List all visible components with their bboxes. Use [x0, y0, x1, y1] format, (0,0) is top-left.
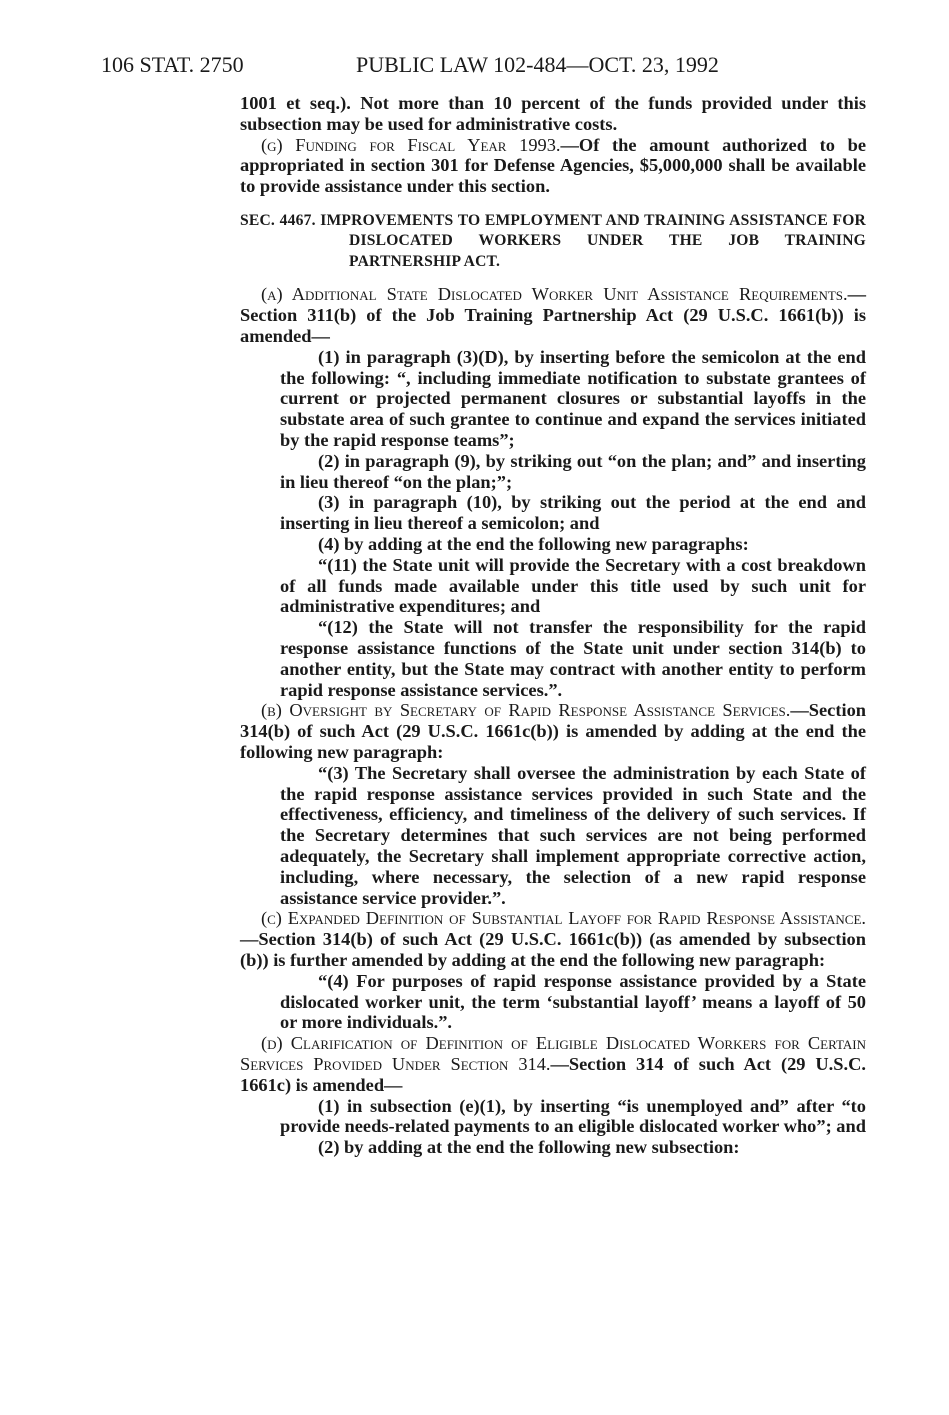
subsection-text: —Section 311(b) of the Job Training Partnership Act (29 U.S.C. 1661(b)) is amended—	[240, 284, 866, 347]
subsection-text: —Section 314 of such Act (29 U.S.C. 1661c) is amended—	[240, 1053, 866, 1095]
section-heading: SEC. 4467. IMPROVEMENTS TO EMPLOYMENT AND TRAINING ASSISTANCE FOR DISLOCATED WORKERS UNDER THE JOB TRAINING PARTNERSHIP ACT.	[240, 211, 866, 270]
law-text	[240, 93, 866, 1158]
subsection-g	[240, 135, 866, 197]
paragraph: 1001 et seq.). Not more than 10 percent of the funds provided under this subsection may be used for administrative costs.	[240, 93, 866, 134]
subsection-text: —Of the amount authorized to be appropriated in section 301 for Defense Agencies, $5,000,000 shall be available to provide assistance under this section.	[240, 134, 866, 197]
amendment-item: (1) in paragraph (3)(D), by inserting before the semicolon at the end the following: “, including immediate notification to substate grantees of current or projected permanent closures or substantial layoffs in the substate area of such grantee to continue and expand the services initiated by the rapid response teams”;	[280, 346, 866, 451]
subsection-caption: (g) Funding for Fiscal Year 1993.	[261, 134, 561, 155]
subsection-a	[240, 284, 866, 346]
quoted-paragraph: “(4) For purposes of rapid response assistance provided by a State dislocated worker unit, the term ‘substantial layoff’ means a layoff of 50 or more individuals.”.	[280, 970, 866, 1033]
amendment-item: (2) by adding at the end the following new subsection:	[318, 1137, 740, 1158]
subsection-caption: (a) Additional State Dislocated Worker Unit Assistance Requirements.	[261, 284, 848, 305]
public-law-citation: PUBLIC LAW 102-484—OCT. 23, 1992	[356, 52, 719, 77]
amendment-item: (2) in paragraph (9), by striking out “on the plan; and” and inserting in lieu thereof “on the plan;”;	[280, 450, 866, 492]
quoted-paragraph: “(12) the State will not transfer the responsibility for the rapid response assistance functions of the State unit under section 314(b) to another entity, but the State may contract with another entity to perform rapid response assistance services.”.	[280, 617, 866, 700]
subsection-caption: (d) Clarification of Definition of Eligible Dislocated Workers for Certain Services Provided Under Section 314.	[240, 1033, 866, 1074]
amendment-item: (4) by adding at the end the following new paragraphs:	[318, 534, 749, 555]
quoted-paragraph: “(3) The Secretary shall oversee the administration by each State of the rapid response assistance services provided in such State and the effectiveness, efficiency, and timeliness of the delivery of such services. If the Secretary determines that such services are not being performed adequately, the Secretary shall implement appropriate corrective action, including, where necessary, the selection of a new rapid response assistance service provider.”.	[280, 762, 866, 908]
quoted-paragraph: “(11) the State unit will provide the Secretary with a cost breakdown of all funds made available under this title used by such unit for administrative expenditures; and	[280, 554, 866, 617]
amendment-item: (1) in subsection (e)(1), by inserting “is unemployed and” after “to provide needs-related payments to an eligible dislocated worker who”; and	[280, 1095, 866, 1137]
subsection-c	[240, 908, 866, 970]
subsection-text: —Section 314(b) of such Act (29 U.S.C. 1661c(b)) is amended by adding at the end the following new paragraph:	[240, 700, 866, 763]
subsection-caption: (b) Oversight by Secretary of Rapid Response Assistance Services.	[261, 700, 791, 721]
page-header	[101, 52, 761, 80]
subsection-d	[240, 1033, 866, 1095]
statute-page-number: 106 STAT. 2750	[101, 52, 244, 77]
subsection-b	[240, 700, 866, 762]
amendment-item: (3) in paragraph (10), by striking out the period at the end and inserting in lieu thereof a semicolon; and	[280, 492, 866, 534]
subsection-text: —Section 314(b) of such Act (29 U.S.C. 1661c(b)) (as amended by subsection (b)) is further amended by adding at the end the following new paragraph:	[240, 929, 866, 970]
subsection-caption: (c) Expanded Definition of Substantial Layoff for Rapid Response Assistance.	[261, 908, 866, 929]
